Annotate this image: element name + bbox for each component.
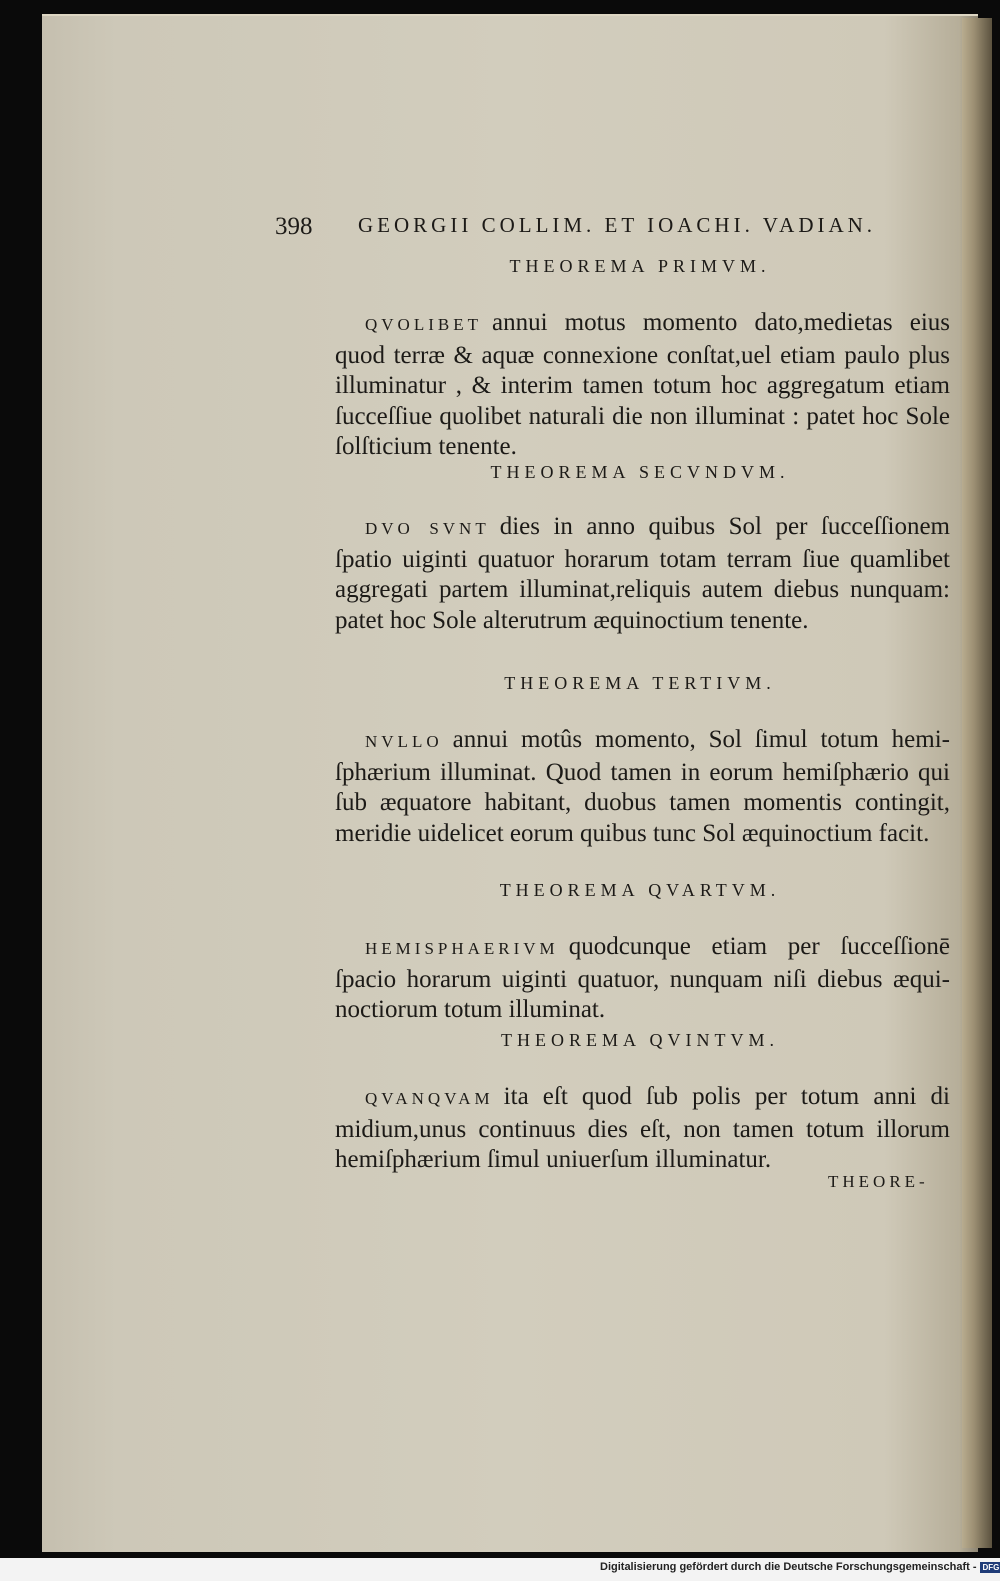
paragraph-line: QVANQVAM ita eſt quod ſub polis per totum anni di — [365, 1083, 950, 1110]
paragraph-line: QVOLIBET annui motus momento dato,medietas eius — [365, 309, 950, 336]
credit-text: Digitalisierung gefördert durch die Deutsche Forschungsgemeinschaft - — [600, 1561, 977, 1573]
theorem-heading: THEOREMA SECVNDVM. — [490, 462, 790, 482]
opening-words: NVLLO — [365, 732, 443, 751]
opening-words: DVO SVNT — [365, 519, 490, 538]
theorem-heading: THEOREMA TERTIVM. — [504, 673, 776, 693]
book-spine-edge — [962, 18, 992, 1548]
paragraph-line: noctiorum totum illuminat. — [335, 996, 606, 1023]
running-head: GEORGII COLLIM. ET IOACHI. VADIAN. — [358, 213, 877, 237]
paragraph-line: ſpatio uiginti quatuor horarum totam terram ſiue quamlibet — [335, 545, 950, 573]
theorem-paragraph — [335, 512, 950, 636]
opening-words: QVANQVAM — [365, 1089, 494, 1108]
theorem-heading: THEOREMA QVINTVM. — [501, 1030, 779, 1050]
paragraph-line: DVO SVNT dies in anno quibus Sol per ſucceſſionem — [365, 513, 950, 540]
theorem-heading: THEOREMA PRIMVM. — [509, 256, 771, 276]
theorem-paragraph — [335, 725, 950, 849]
paragraph-line: ſucceſſiue quolibet naturali die non illuminat : patet hoc Sole — [335, 402, 950, 430]
paragraph-line: ſub æquatore habitant, duobus tamen momentis contingit, — [335, 789, 950, 816]
dfg-logo: DFG — [980, 1562, 1000, 1573]
paragraph-line: quod terræ & aquæ connexione conſtat,uel etiam paulo plus — [335, 341, 950, 369]
paragraph-line: ſpacio horarum uiginti quatuor, nunquam niſi diebus æqui- — [335, 965, 950, 993]
paragraph-line: patet hoc Sole alterutrum æquinoctium tenente. — [335, 606, 809, 634]
theorem-heading: THEOREMA QVARTVM. — [499, 880, 781, 900]
catchword: THEORE- — [828, 1172, 929, 1191]
opening-words: QVOLIBET — [365, 315, 482, 334]
paragraph-line: illuminatur , & interim tamen totum hoc aggregatum etiam — [335, 372, 950, 399]
page-number: 398 — [275, 213, 313, 240]
theorem-paragraph — [335, 932, 950, 1026]
paragraph-line: ſphærium illuminat. Quod tamen in eorum hemiſphærio qui — [335, 758, 950, 786]
opening-words: HEMISPHAERIVM — [365, 939, 559, 958]
paragraph-line: ſolſticium tenente. — [335, 433, 517, 460]
digitization-credit — [600, 1561, 1000, 1573]
paragraph-line: HEMISPHAERIVM quodcunque etiam per ſucceſſionē — [365, 933, 950, 960]
paragraph-line: aggregati partem illuminat,reliquis autem diebus nunquam: — [335, 576, 950, 603]
paragraph-line: midium,unus continuus dies eſt, non tamen totum illorum — [335, 1115, 950, 1143]
paragraph-line: hemiſphærium ſimul uniuerſum illuminatur. — [335, 1146, 772, 1173]
paragraph-line: NVLLO annui motûs momento, Sol ſimul totum hemi- — [365, 726, 950, 753]
paragraph-line: meridie uidelicet eorum quibus tunc Sol æquinoctium facit. — [335, 819, 930, 847]
theorem-paragraph — [335, 308, 950, 463]
theorem-paragraph — [335, 1082, 950, 1176]
